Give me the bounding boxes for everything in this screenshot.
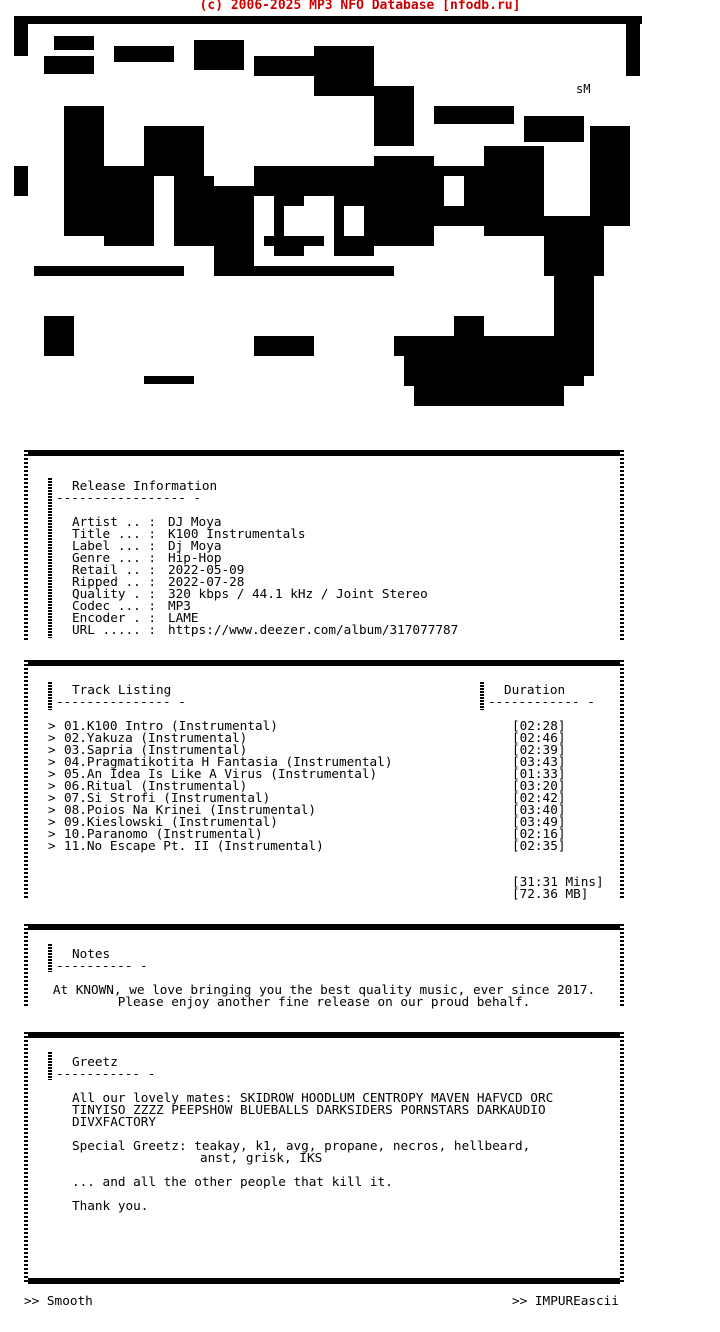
- release-info-value: MP3: [168, 598, 191, 613]
- section-rule: ----------- -: [56, 1066, 156, 1081]
- section-rule: ---------- -: [56, 958, 148, 973]
- copyright-banner: (c) 2006-2025 MP3 NFO Database [nfodb.ru]: [199, 0, 521, 13]
- track-title: 10.Paranomo (Instrumental): [64, 826, 263, 841]
- track-duration: [02:46]: [512, 730, 566, 745]
- section-rule: ------------ -: [488, 694, 595, 709]
- track-listing-box: [24, 660, 624, 900]
- release-info-key: Label ... :: [72, 538, 157, 553]
- release-info-value: 2022-07-28: [168, 574, 245, 589]
- track-title: 01.K100 Intro (Instrumental): [64, 718, 278, 733]
- release-info-value: DJ Moya: [168, 514, 222, 529]
- notes-line-2: Please enjoy another fine release on our proud behalf.: [117, 994, 531, 1009]
- track-duration: [03:49]: [512, 814, 566, 829]
- greetz-thanks: Thank you.: [72, 1198, 149, 1213]
- release-info-value: 2022-05-09: [168, 562, 245, 577]
- track-duration: [02:28]: [512, 718, 566, 733]
- release-info-key: Ripped .. :: [72, 574, 157, 589]
- track-duration: [02:39]: [512, 742, 566, 757]
- track-arrow: >: [48, 730, 56, 745]
- track-arrow: >: [48, 838, 56, 853]
- track-duration: [02:16]: [512, 826, 566, 841]
- track-arrow: >: [48, 718, 56, 733]
- track-duration: [03:40]: [512, 802, 566, 817]
- greetz-mates-line-1: All our lovely mates: SKIDROW HOODLUM CENTROPY MAVEN HAFVCD ORC: [72, 1090, 554, 1105]
- track-title: 03.Sapria (Instrumental): [64, 742, 248, 757]
- release-info-value: Hip-Hop: [168, 550, 222, 565]
- total-time: [31:31 Mins]: [512, 874, 604, 889]
- release-info-value: https://www.deezer.com/album/317077787: [168, 622, 459, 637]
- release-info-key: Quality . :: [72, 586, 157, 601]
- track-arrow: >: [48, 766, 56, 781]
- track-arrow: >: [48, 790, 56, 805]
- logo-signature: sM: [576, 82, 591, 96]
- track-arrow: >: [48, 754, 56, 769]
- release-info-value: LAME: [168, 610, 199, 625]
- track-duration: [01:33]: [512, 766, 566, 781]
- release-info-value: K100 Instrumentals: [168, 526, 306, 541]
- ascii-art-logo: [14, 16, 642, 444]
- track-title: 05.An Idea Is Like A Virus (Instrumental): [64, 766, 378, 781]
- track-title: 02.Yakuza (Instrumental): [64, 730, 248, 745]
- track-arrow: >: [48, 742, 56, 757]
- greetz-special-line-2: anst, grisk, IKS: [200, 1150, 323, 1165]
- track-title: 11.No Escape Pt. II (Instrumental): [64, 838, 324, 853]
- track-listing-heading: Track Listing: [72, 682, 172, 697]
- release-info-key: Codec ... :: [72, 598, 157, 613]
- release-info-value: 320 kbps / 44.1 kHz / Joint Stereo: [168, 586, 428, 601]
- track-title: 07.Si Strofi (Instrumental): [64, 790, 271, 805]
- release-info-value: Dj Moya: [168, 538, 222, 553]
- track-arrow: >: [48, 814, 56, 829]
- track-duration: [02:42]: [512, 790, 566, 805]
- notes-line-1: At KNOWN, we love bringing you the best quality music, ever since 2017.: [52, 982, 596, 997]
- track-title: 08.Poios Na Krinei (Instrumental): [64, 802, 317, 817]
- greetz-mates-line-2: TINYISO ZZZZ PEEPSHOW BLUEBALLS DARKSIDERS PORNSTARS DARKAUDIO: [72, 1102, 546, 1117]
- duration-heading: Duration: [504, 682, 566, 697]
- greetz-heading: Greetz: [72, 1054, 118, 1069]
- track-title: 09.Kieslowski (Instrumental): [64, 814, 278, 829]
- notes-box: [24, 924, 624, 1009]
- release-info-key: Artist .. :: [72, 514, 157, 529]
- notes-heading: Notes: [72, 946, 111, 961]
- track-duration: [03:43]: [512, 754, 566, 769]
- track-duration: [03:20]: [512, 778, 566, 793]
- track-arrow: >: [48, 778, 56, 793]
- release-info-key: Title ... :: [72, 526, 157, 541]
- footer-left-credit: >> Smooth: [24, 1293, 93, 1308]
- release-info-heading: Release Information: [72, 478, 218, 493]
- release-info-key: Encoder . :: [72, 610, 157, 625]
- greetz-mates-line-3: DIVXFACTORY: [72, 1114, 157, 1129]
- greetz-special-line-1: Special Greetz: teakay, k1, avg, propane, necros, hellbeard,: [72, 1138, 531, 1153]
- section-rule: --------------- -: [56, 694, 186, 709]
- track-title: 04.Pragmatikotita H Fantasia (Instrumental): [64, 754, 393, 769]
- track-arrow: >: [48, 826, 56, 841]
- release-info-key: URL ..... :: [72, 622, 157, 637]
- release-info-box: [24, 450, 624, 642]
- footer-right-credit: >> IMPUREascii: [512, 1293, 619, 1308]
- release-info-key: Retail .. :: [72, 562, 157, 577]
- release-info-key: Genre ... :: [72, 550, 157, 565]
- greetz-others: ... and all the other people that kill it.: [72, 1174, 393, 1189]
- track-duration: [02:35]: [512, 838, 566, 853]
- greetz-box: [24, 1032, 624, 1284]
- track-title: 06.Ritual (Instrumental): [64, 778, 248, 793]
- total-size: [72.36 MB]: [512, 886, 589, 901]
- track-arrow: >: [48, 802, 56, 817]
- section-rule: ----------------- -: [56, 490, 202, 505]
